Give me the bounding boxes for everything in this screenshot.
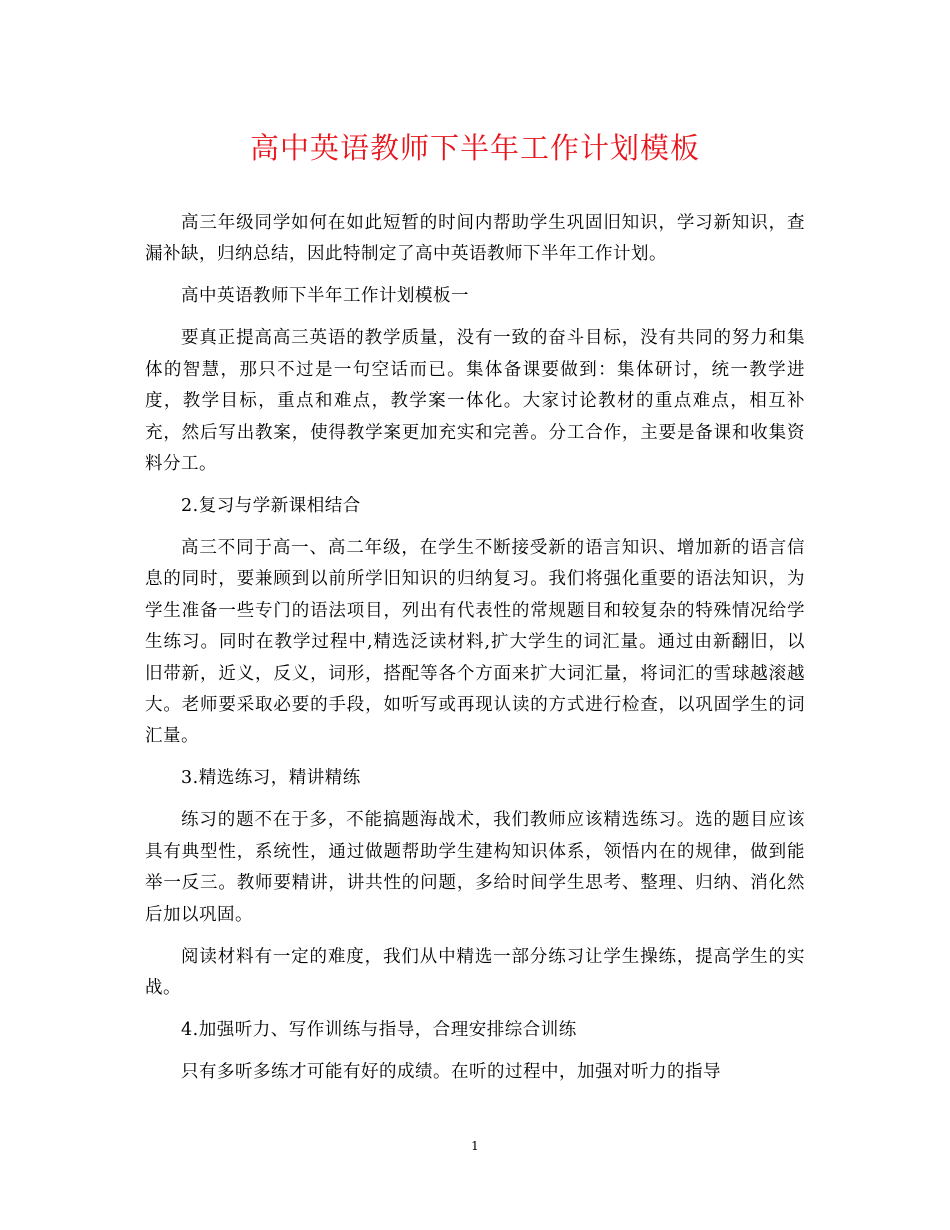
intro-paragraph: 高三年级同学如何在如此短暂的时间内帮助学生巩固旧知识，学习新知识，查漏补缺，归纳总结，因此特制定了高中英语教师下半年工作计划。 [145, 213, 805, 265]
exercises-paragraph: 练习的题不在于多，不能搞题海战术，我们教师应该精选练习。选的题目应该具有典型性，系统性，通过做题帮助学生建构知识体系，领悟内在的规律，做到能举一反三。教师要精讲，讲共性的问题，多给时间学生思考、整理、归纳、消化然后加以巩固。 [145, 810, 805, 925]
reading-paragraph: 阅读材料有一定的难度，我们从中精选一部分练习让学生操练，提高学生的实战。 [145, 946, 805, 999]
section-heading-listening-writing: 4.加强听力、写作训练与指导，合理安排综合训练 [181, 1020, 577, 1041]
section-heading-template-one: 高中英语教师下半年工作计划模板一 [181, 286, 469, 307]
listening-paragraph: 只有多听多练才可能有好的成绩。在听的过程中，加强对听力的指导 [181, 1062, 721, 1083]
review-paragraph: 高三不同于高一、高二年级，在学生不断接受新的语言知识、增加新的语言信息的同时，要兼顾到以前所学旧知识的归纳复习。我们将强化重要的语法知识，为学生准备一些专门的语法项目，列出有代表性的常规题目和较复杂的特殊情况给学生练习。同时在教学过程中,精选泛读材料,扩大学生的词汇量。通过由新翻旧，以旧带新，近义，反义，词形，搭配等各个方面来扩大词汇量，将词汇的雪球越滚越大。老师要采取必要的手段，如听写或再现认读的方式进行检查，以巩固学生的词汇量。 [145, 538, 805, 747]
document-title: 高中英语教师下半年工作计划模板 [249, 131, 700, 165]
section-heading-exercises: 3.精选练习，精讲精练 [181, 768, 361, 789]
page-number: 1 [471, 1139, 479, 1153]
collective-lesson-prep-paragraph: 要真正提高高三英语的教学质量，没有一致的奋斗目标，没有共同的努力和集体的智慧，那只不过是一句空话而已。集体备课要做到：集体研讨，统一教学进度，教学目标，重点和难点，教学案一体化。大家讨论教材的重点难点，相互补充，然后写出教案，使得教学案更加充实和完善。分工合作，主要是备课和收集资料分工。 [145, 328, 805, 475]
document-body [145, 208, 805, 1099]
section-heading-review: 2.复习与学新课相结合 [181, 496, 361, 517]
